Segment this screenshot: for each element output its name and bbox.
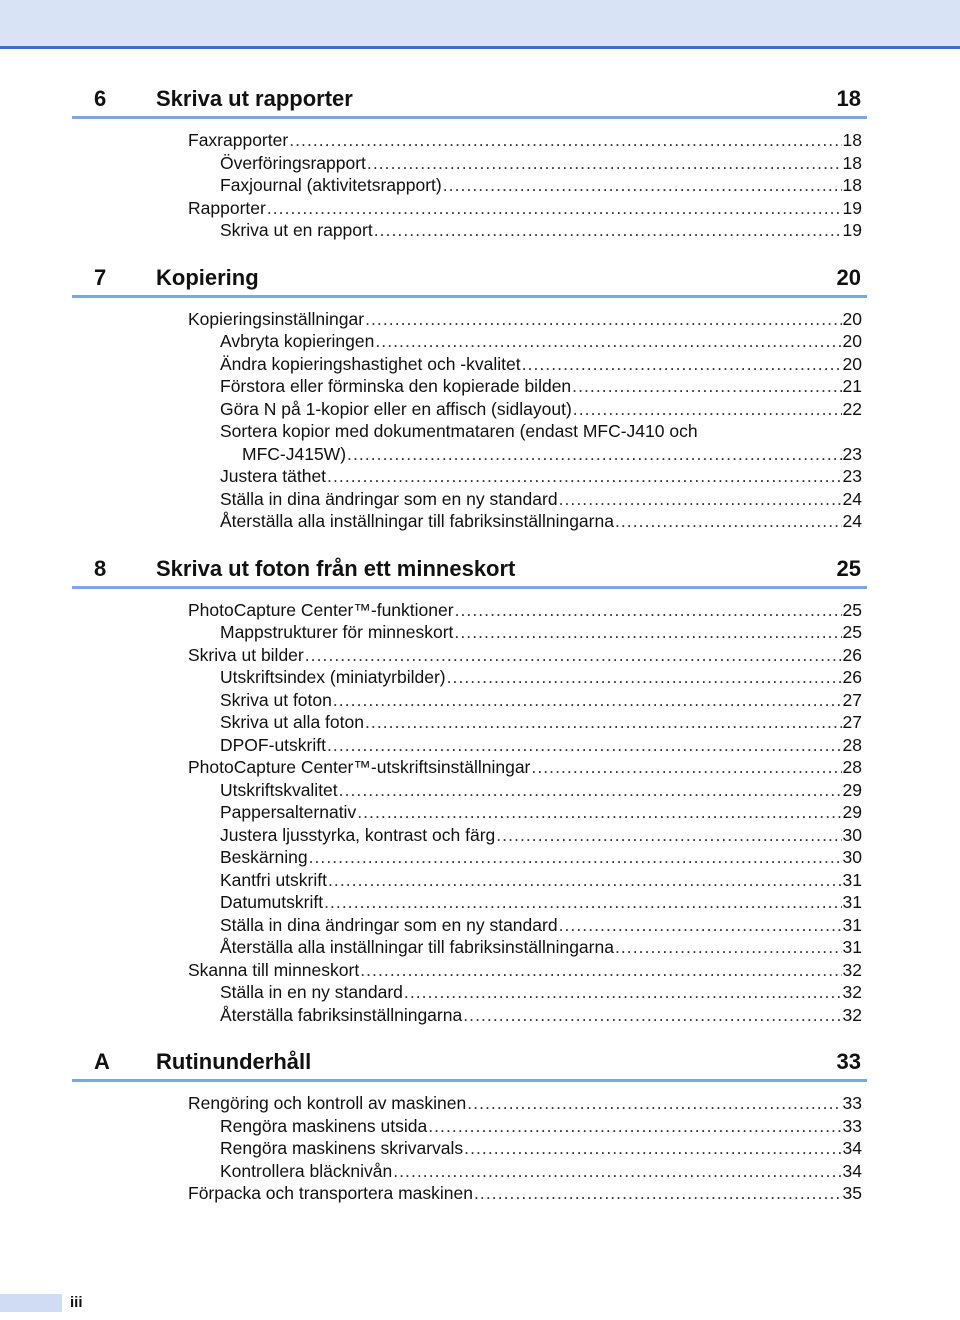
toc-entry[interactable] [72, 914, 867, 937]
toc-entry[interactable] [72, 599, 867, 622]
toc-entry[interactable] [72, 197, 867, 220]
dot-leader [339, 779, 842, 802]
toc-entry-title: Justera täthet [220, 466, 327, 486]
chapter-title: Skriva ut foton från ett minneskort [156, 555, 516, 581]
chapter-heading[interactable] [72, 82, 867, 119]
toc-entry-title: Skanna till minneskort [188, 959, 360, 980]
toc-entry[interactable] [72, 330, 867, 353]
toc-entry-page: 18 [842, 152, 862, 173]
chapter-page-number: 25 [836, 555, 861, 581]
toc-chapter [72, 552, 867, 1027]
toc-entry-title: Sortera kopior med dokumentmataren (endast MFC-J410 och [220, 421, 698, 441]
toc-entry-page: 34 [842, 1138, 862, 1158]
dot-leader [267, 197, 842, 220]
toc-entry-page: 35 [842, 1183, 862, 1203]
toc-entry[interactable] [72, 1137, 867, 1160]
toc-entry[interactable] [72, 420, 867, 443]
toc-entry[interactable] [72, 644, 867, 667]
chapter-entries [72, 308, 867, 533]
toc-entry-page: 32 [842, 1004, 862, 1025]
toc-entry-title: Skriva ut alla foton [220, 712, 364, 732]
dot-leader [559, 488, 842, 511]
dot-leader [463, 1004, 841, 1027]
toc-entry-title: Förpacka och transportera maskinen [188, 1183, 473, 1203]
chapter-page-number: 33 [836, 1049, 861, 1074]
toc-entry-page: 32 [842, 982, 862, 1002]
chapter-entries [72, 599, 867, 1027]
toc-entry[interactable] [72, 1004, 867, 1027]
dot-leader [464, 1137, 841, 1160]
dot-leader [324, 891, 841, 914]
toc-entry-page: 25 [842, 622, 862, 642]
dot-leader [559, 914, 842, 937]
chapter-title: Kopiering [156, 264, 259, 290]
toc-entry-title: Datumutskrift [220, 892, 324, 912]
dot-leader [531, 756, 841, 779]
dot-leader [455, 599, 842, 622]
toc-entry-title: Ställa in dina ändringar som en ny standard [220, 914, 558, 935]
toc-entry-page: 31 [842, 892, 862, 912]
toc-entry[interactable] [72, 398, 867, 421]
toc-entry-page: 34 [842, 1160, 862, 1181]
chapter-page-number: 18 [836, 86, 861, 111]
toc-entry[interactable] [72, 666, 867, 689]
toc-entry-title: Utskriftskvalitet [220, 779, 338, 800]
chapter-heading[interactable] [72, 261, 867, 298]
toc-entry-title: Rengöring och kontroll av maskinen [188, 1093, 467, 1113]
toc-entry-title: Ändra kopieringshastighet och -kvalitet [220, 353, 521, 374]
dot-leader [360, 959, 841, 982]
toc-entry[interactable] [72, 353, 867, 376]
toc-entry-title: Ställa in en ny standard [220, 982, 403, 1002]
dot-leader [393, 1160, 841, 1183]
toc-entry[interactable] [72, 981, 867, 1004]
toc-entry-title: Återställa alla inställningar till fabriksinställningarna [220, 937, 614, 957]
chapter-number: A [94, 1049, 110, 1074]
toc-entry-title: Avbryta kopieringen [220, 331, 375, 351]
dot-leader [333, 689, 842, 712]
toc-entry[interactable] [72, 465, 867, 488]
toc-entry[interactable] [72, 959, 867, 982]
toc-entry[interactable] [72, 734, 867, 757]
dot-leader [447, 666, 842, 689]
chapter-number: 8 [94, 555, 107, 581]
toc-entry-title: Pappersalternativ [220, 802, 357, 822]
toc-entry-title: Rengöra maskinens utsida [220, 1115, 428, 1136]
toc-entry-page: 22 [842, 398, 862, 419]
toc-entry-page: 18 [842, 175, 862, 195]
dot-leader [375, 330, 841, 353]
toc-entry-page: 30 [842, 847, 862, 867]
chapter-number: 7 [94, 264, 107, 290]
chapter-heading[interactable] [72, 552, 867, 589]
toc-entry-title: Överföringsrapport [220, 152, 366, 173]
dot-leader [522, 353, 842, 376]
toc-entry-page: 33 [842, 1093, 862, 1113]
dot-leader [454, 621, 841, 644]
toc-entry-page: 26 [842, 667, 862, 687]
dot-leader [572, 375, 841, 398]
dot-leader [309, 846, 842, 869]
toc-entry[interactable] [72, 152, 867, 175]
dot-leader [289, 129, 841, 152]
toc-entry-page: 25 [842, 599, 862, 620]
toc-entry[interactable] [72, 846, 867, 869]
dot-leader [305, 644, 842, 667]
toc-entry[interactable] [72, 689, 867, 712]
toc-entry-page: 28 [842, 734, 862, 755]
dot-leader [357, 801, 841, 824]
dot-leader [365, 711, 842, 734]
toc-entry-page: 19 [842, 197, 862, 218]
toc-entry-title: MFC-J415W) [242, 443, 347, 464]
toc-entry-title: Kopieringsinställningar [188, 308, 365, 329]
dot-leader [374, 219, 842, 242]
toc-entry-title: DPOF-utskrift [220, 734, 326, 755]
top-header-band [0, 0, 960, 49]
dot-leader [367, 152, 842, 175]
chapter-page-number: 20 [836, 264, 861, 290]
chapter-heading[interactable] [72, 1045, 867, 1082]
toc-entry-title: Ställa in dina ändringar som en ny standard [220, 488, 558, 509]
toc-entry[interactable] [72, 1182, 867, 1205]
toc-entry[interactable] [72, 801, 867, 824]
toc-entry-page: 27 [842, 712, 862, 732]
dot-leader [327, 734, 842, 757]
toc-entry-title: Återställa alla inställningar till fabriksinställningarna [220, 511, 614, 531]
toc-entry[interactable] [72, 1115, 867, 1138]
toc-entry-page: 21 [842, 376, 862, 396]
toc-entry-page: 29 [842, 779, 862, 800]
dot-leader [347, 443, 842, 466]
dot-leader [443, 174, 842, 197]
table-of-contents [72, 82, 867, 1224]
toc-entry[interactable] [72, 621, 867, 644]
dot-leader [404, 981, 842, 1004]
toc-entry-title: PhotoCapture Center™-funktioner [188, 599, 454, 620]
dot-leader [496, 824, 841, 847]
toc-entry-page: 20 [842, 331, 862, 351]
toc-entry[interactable] [72, 711, 867, 734]
toc-entry-title: Beskärning [220, 847, 308, 867]
toc-entry-page: 30 [842, 824, 862, 845]
toc-entry-page: 28 [842, 757, 862, 777]
toc-entry-title: Återställa fabriksinställningarna [220, 1004, 463, 1025]
dot-leader [615, 510, 842, 533]
dot-leader [327, 465, 841, 488]
toc-chapter [72, 261, 867, 533]
toc-entry[interactable] [72, 1160, 867, 1183]
toc-entry[interactable] [72, 510, 867, 533]
toc-chapter [72, 1045, 867, 1205]
dot-leader [474, 1182, 842, 1205]
toc-entry-page: 32 [842, 959, 862, 980]
toc-entry-title: Kantfri utskrift [220, 869, 327, 890]
dot-leader [365, 308, 841, 331]
toc-entry-title: Skriva ut en rapport [220, 220, 373, 240]
footer-band [0, 1294, 62, 1312]
toc-entry-page: 19 [842, 220, 862, 240]
dot-leader [573, 398, 842, 421]
toc-entry-title: Skriva ut foton [220, 689, 332, 710]
toc-entry-title: Kontrollera bläcknivån [220, 1160, 393, 1181]
toc-entry[interactable] [72, 824, 867, 847]
toc-entry-title: Förstora eller förminska den kopierade bilden [220, 376, 572, 396]
toc-entry-title: PhotoCapture Center™-utskriftsinställningar [188, 757, 531, 777]
toc-entry-title: Faxjournal (aktivitetsrapport) [220, 175, 442, 195]
footer-page-number: iii [70, 1294, 83, 1311]
toc-entry-page: 24 [842, 511, 862, 531]
toc-entry[interactable] [72, 174, 867, 197]
dot-leader [428, 1115, 841, 1138]
toc-entry-page: 24 [842, 488, 862, 509]
dot-leader [615, 936, 842, 959]
toc-entry[interactable] [72, 891, 867, 914]
toc-entry-page: 20 [842, 353, 862, 374]
toc-entry-page: 23 [842, 443, 862, 464]
toc-entry-title: Göra N på 1-kopior eller en affisch (sidlayout) [220, 398, 572, 419]
toc-entry[interactable] [72, 129, 867, 152]
toc-entry-page: 26 [842, 644, 862, 665]
toc-entry-title: Justera ljusstyrka, kontrast och färg [220, 824, 496, 845]
chapter-title: Skriva ut rapporter [156, 86, 353, 111]
toc-entry[interactable] [72, 1092, 867, 1115]
toc-entry[interactable] [72, 756, 867, 779]
toc-entry-title: Rengöra maskinens skrivarvals [220, 1138, 464, 1158]
toc-entry-title: Skriva ut bilder [188, 644, 304, 665]
toc-entry[interactable] [72, 488, 867, 511]
toc-chapter [72, 82, 867, 242]
toc-entry-title: Utskriftsindex (miniatyrbilder) [220, 667, 446, 687]
chapter-entries [72, 1092, 867, 1205]
toc-entry-page: 33 [842, 1115, 862, 1136]
toc-entry-page: 31 [842, 869, 862, 890]
dot-leader [328, 869, 842, 892]
toc-entry-page: 31 [842, 937, 862, 957]
toc-entry[interactable] [72, 308, 867, 331]
toc-entry-title: Mappstrukturer för minneskort [220, 622, 454, 642]
toc-entry-page: 31 [842, 914, 862, 935]
toc-entry-page: 27 [842, 689, 862, 710]
chapter-entries [72, 129, 867, 242]
toc-entry-page: 18 [842, 130, 862, 150]
toc-entry[interactable] [72, 219, 867, 242]
chapter-title: Rutinunderhåll [156, 1049, 312, 1074]
toc-entry-page: 23 [842, 466, 862, 486]
toc-entry-continuation[interactable] [72, 443, 867, 466]
toc-entry[interactable] [72, 869, 867, 892]
toc-entry[interactable] [72, 936, 867, 959]
dot-leader [467, 1092, 841, 1115]
toc-entry[interactable] [72, 375, 867, 398]
toc-entry-title: Rapporter [188, 197, 266, 218]
toc-entry-page: 29 [842, 802, 862, 822]
chapter-number: 6 [94, 86, 107, 111]
toc-entry-page: 20 [842, 308, 862, 329]
toc-entry[interactable] [72, 779, 867, 802]
toc-entry-title: Faxrapporter [188, 130, 289, 150]
